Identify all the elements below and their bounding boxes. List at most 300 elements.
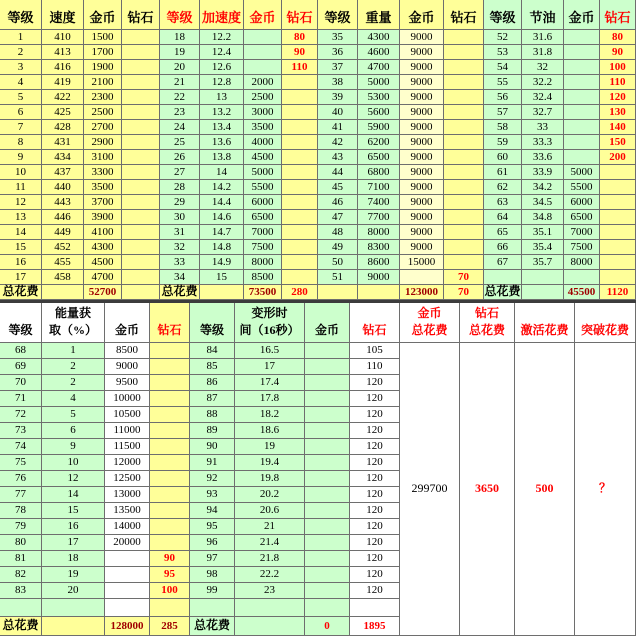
gold-cell: 8000	[564, 255, 600, 270]
level-cell: 50	[318, 255, 358, 270]
diamond-cell: 120	[350, 439, 400, 455]
gold-cell: 4000	[244, 135, 282, 150]
level-cell: 69	[0, 359, 42, 375]
fuel-saving-cell: 31.6	[522, 30, 564, 45]
gold-cell	[244, 45, 282, 60]
level-cell: 43	[318, 150, 358, 165]
level-cell: 72	[0, 407, 42, 423]
level-cell: 86	[190, 375, 235, 391]
gold-header: 金币	[244, 0, 282, 30]
diamond-cell	[122, 45, 160, 60]
level-cell: 56	[484, 90, 522, 105]
level-cell: 2	[0, 45, 42, 60]
gold-header: 金币	[564, 0, 600, 30]
gold-cell: 2100	[84, 75, 122, 90]
gold-cell	[564, 120, 600, 135]
gold-cell	[305, 439, 350, 455]
transform-time-header: 变形时 间（16秒）	[235, 303, 305, 343]
energy-gain-cell: 1	[42, 343, 105, 359]
diamond-total-value: 3650	[460, 343, 515, 636]
gold-cell: 8500	[244, 270, 282, 285]
level-cell: 41	[318, 120, 358, 135]
fuel-saving-header: 节油	[522, 0, 564, 30]
transform-time-cell: 18.2	[235, 407, 305, 423]
gold-cell	[305, 455, 350, 471]
level-cell: 49	[318, 240, 358, 255]
level-cell: 22	[160, 90, 200, 105]
level-cell: 99	[190, 583, 235, 599]
level-cell: 17	[0, 270, 42, 285]
weight-cell: 8600	[358, 255, 400, 270]
gold-cell	[305, 567, 350, 583]
diamond-cell	[444, 240, 484, 255]
diamond-cell	[122, 120, 160, 135]
acceleration-cell: 14.6	[200, 210, 244, 225]
level-cell: 74	[0, 439, 42, 455]
level-cell: 58	[484, 120, 522, 135]
level-cell: 24	[160, 120, 200, 135]
diamond-cell	[600, 180, 636, 195]
gold-cell: 7500	[244, 240, 282, 255]
gold-cell	[305, 391, 350, 407]
speed-cell: 410	[42, 30, 84, 45]
diamond-cell	[444, 75, 484, 90]
total-label: 总花费	[0, 617, 42, 636]
weight-header: 重量	[358, 0, 400, 30]
diamond-header: 钻石	[350, 303, 400, 343]
level-cell: 44	[318, 165, 358, 180]
diamond-header: 钻石	[282, 0, 318, 30]
level-cell: 14	[0, 225, 42, 240]
transform-time-cell: 21.4	[235, 535, 305, 551]
empty-cell	[235, 617, 305, 636]
level-cell: 83	[0, 583, 42, 599]
diamond-cell	[444, 180, 484, 195]
level-cell: 81	[0, 551, 42, 567]
transform-time-cell: 20.6	[235, 503, 305, 519]
fuel-saving-cell: 34.5	[522, 195, 564, 210]
gold-cell: 11500	[105, 439, 150, 455]
total-gold: 45500	[564, 285, 600, 300]
breakthrough-cost-value: ？	[575, 343, 636, 636]
weight-cell: 9000	[358, 270, 400, 285]
acceleration-cell: 13.8	[200, 150, 244, 165]
fuel-saving-cell: 33	[522, 120, 564, 135]
diamond-cell	[282, 135, 318, 150]
fuel-saving-cell: 34.2	[522, 180, 564, 195]
gold-cell: 12000	[105, 455, 150, 471]
diamond-cell	[122, 135, 160, 150]
diamond-cell	[150, 439, 190, 455]
total-diamond: 280	[282, 285, 318, 300]
diamond-cell	[122, 180, 160, 195]
level-cell: 88	[190, 407, 235, 423]
diamond-cell: 80	[600, 30, 636, 45]
level-cell: 16	[0, 255, 42, 270]
gold-cell: 9000	[400, 75, 444, 90]
energy-gain-cell: 6	[42, 423, 105, 439]
energy-gain-cell: 5	[42, 407, 105, 423]
acceleration-cell: 14.8	[200, 240, 244, 255]
level-header: 等级	[484, 0, 522, 30]
level-cell: 1	[0, 30, 42, 45]
diamond-header: 钻石	[444, 0, 484, 30]
acceleration-cell: 14.7	[200, 225, 244, 240]
diamond-cell	[122, 75, 160, 90]
gold-cell	[105, 583, 150, 599]
level-cell: 35	[318, 30, 358, 45]
breakthrough-cost-header: 突破花费	[575, 303, 636, 343]
gold-cell: 6500	[564, 210, 600, 225]
speed-cell: 449	[42, 225, 84, 240]
diamond-cell: 120	[350, 455, 400, 471]
gold-cell: 1700	[84, 45, 122, 60]
diamond-cell: 200	[600, 150, 636, 165]
energy-gain-header: 能量获 取（%）	[42, 303, 105, 343]
weight-cell: 7400	[358, 195, 400, 210]
diamond-cell	[282, 180, 318, 195]
diamond-header: 钻石	[122, 0, 160, 30]
level-cell: 29	[160, 195, 200, 210]
gold-cell	[244, 30, 282, 45]
empty-cell	[484, 270, 522, 285]
level-cell: 9	[0, 150, 42, 165]
total-diamond: 1120	[600, 285, 636, 300]
level-cell: 94	[190, 503, 235, 519]
gold-cell: 9000	[400, 45, 444, 60]
diamond-header: 钻石	[600, 0, 636, 30]
level-cell: 40	[318, 105, 358, 120]
weight-cell: 5900	[358, 120, 400, 135]
empty-cell	[564, 270, 600, 285]
diamond-cell	[122, 255, 160, 270]
diamond-cell: 95	[150, 567, 190, 583]
diamond-cell	[600, 195, 636, 210]
level-cell: 7	[0, 120, 42, 135]
diamond-cell	[600, 165, 636, 180]
diamond-cell: 140	[600, 120, 636, 135]
gold-cell: 9000	[400, 120, 444, 135]
level-cell: 60	[484, 150, 522, 165]
total-diamond: 70	[444, 285, 484, 300]
transform-time-cell: 20.2	[235, 487, 305, 503]
diamond-cell	[122, 225, 160, 240]
energy-gain-cell: 19	[42, 567, 105, 583]
diamond-cell: 100	[600, 60, 636, 75]
gold-header: 金币	[305, 303, 350, 343]
level-cell: 93	[190, 487, 235, 503]
gold-cell: 3900	[84, 210, 122, 225]
gold-cell: 8000	[244, 255, 282, 270]
diamond-cell	[444, 105, 484, 120]
diamond-cell: 110	[350, 359, 400, 375]
level-cell: 30	[160, 210, 200, 225]
diamond-cell	[444, 135, 484, 150]
gold-cell: 10500	[105, 407, 150, 423]
acceleration-cell: 13.6	[200, 135, 244, 150]
empty-cell	[600, 270, 636, 285]
gold-cell: 2900	[84, 135, 122, 150]
diamond-cell: 80	[282, 30, 318, 45]
level-cell: 57	[484, 105, 522, 120]
speed-cell: 428	[42, 120, 84, 135]
transform-time-cell: 19	[235, 439, 305, 455]
level-cell: 52	[484, 30, 522, 45]
gold-cell	[305, 535, 350, 551]
diamond-cell	[444, 90, 484, 105]
gold-cell: 3700	[84, 195, 122, 210]
gold-cell	[564, 105, 600, 120]
acceleration-cell: 14.4	[200, 195, 244, 210]
weight-cell: 4700	[358, 60, 400, 75]
level-cell: 84	[190, 343, 235, 359]
transform-time-cell: 19.8	[235, 471, 305, 487]
gold-cell	[305, 407, 350, 423]
gold-cell	[400, 270, 444, 285]
diamond-cell: 120	[350, 375, 400, 391]
level-cell: 87	[190, 391, 235, 407]
empty-cell	[522, 270, 564, 285]
energy-gain-cell: 18	[42, 551, 105, 567]
level-cell: 46	[318, 195, 358, 210]
level-cell: 15	[0, 240, 42, 255]
empty-cell	[150, 599, 190, 617]
diamond-cell	[122, 60, 160, 75]
fuel-saving-upgrade-table	[484, 0, 636, 300]
transform-time-cell: 21	[235, 519, 305, 535]
diamond-cell: 120	[350, 583, 400, 599]
diamond-cell	[150, 343, 190, 359]
gold-cell: 13500	[105, 503, 150, 519]
level-header: 等级	[190, 303, 235, 343]
weight-cell: 7700	[358, 210, 400, 225]
gold-cell: 2500	[84, 105, 122, 120]
transform-time-cell: 22.2	[235, 567, 305, 583]
weight-cell: 6800	[358, 165, 400, 180]
gold-cell: 7000	[564, 225, 600, 240]
gold-cell: 9000	[400, 225, 444, 240]
gold-cell: 3500	[244, 120, 282, 135]
level-cell: 28	[160, 180, 200, 195]
empty-cell	[42, 617, 105, 636]
gold-cell: 9000	[400, 135, 444, 150]
energy-gain-cell: 2	[42, 359, 105, 375]
weight-cell: 4300	[358, 30, 400, 45]
energy-gain-cell: 17	[42, 535, 105, 551]
diamond-cell	[444, 150, 484, 165]
weight-cell: 8000	[358, 225, 400, 240]
diamond-cell	[444, 210, 484, 225]
level-cell: 4	[0, 75, 42, 90]
level-cell: 45	[318, 180, 358, 195]
weight-cell: 6200	[358, 135, 400, 150]
speed-cell: 446	[42, 210, 84, 225]
weight-cell: 7100	[358, 180, 400, 195]
gold-cell	[305, 471, 350, 487]
acceleration-cell: 13	[200, 90, 244, 105]
gold-cell: 9000	[400, 105, 444, 120]
empty-cell	[190, 599, 235, 617]
level-cell: 91	[190, 455, 235, 471]
empty-cell	[42, 599, 105, 617]
level-cell: 25	[160, 135, 200, 150]
level-cell: 80	[0, 535, 42, 551]
diamond-cell	[282, 150, 318, 165]
level-cell: 68	[0, 343, 42, 359]
speed-cell: 458	[42, 270, 84, 285]
level-cell: 78	[0, 503, 42, 519]
gold-cell: 5500	[564, 180, 600, 195]
diamond-cell	[150, 487, 190, 503]
transform-time-cell: 17.8	[235, 391, 305, 407]
level-cell: 27	[160, 165, 200, 180]
weight-cell: 5300	[358, 90, 400, 105]
activation-cost-header: 激活花费	[515, 303, 575, 343]
diamond-header: 钻石	[150, 303, 190, 343]
level-cell: 70	[0, 375, 42, 391]
weight-upgrade-table	[318, 0, 484, 300]
level-cell: 59	[484, 135, 522, 150]
level-header: 等级	[318, 0, 358, 30]
level-header: 等级	[0, 0, 42, 30]
empty-cell	[42, 285, 84, 300]
level-cell: 23	[160, 105, 200, 120]
gold-cell: 9000	[105, 359, 150, 375]
speed-cell: 413	[42, 45, 84, 60]
diamond-cell	[282, 75, 318, 90]
diamond-cell: 120	[350, 551, 400, 567]
level-cell: 61	[484, 165, 522, 180]
speed-cell: 431	[42, 135, 84, 150]
diamond-cell: 90	[600, 45, 636, 60]
diamond-cell: 150	[600, 135, 636, 150]
level-cell: 64	[484, 210, 522, 225]
level-cell: 21	[160, 75, 200, 90]
diamond-cell: 120	[600, 90, 636, 105]
weight-cell: 5000	[358, 75, 400, 90]
energy-gain-cell: 12	[42, 471, 105, 487]
diamond-cell	[150, 407, 190, 423]
activation-cost-value: 500	[515, 343, 575, 636]
transform-time-cell: 21.8	[235, 551, 305, 567]
level-cell: 32	[160, 240, 200, 255]
speed-cell: 437	[42, 165, 84, 180]
transform-time-cell: 17.4	[235, 375, 305, 391]
diamond-cell	[282, 255, 318, 270]
transform-time-cell: 18.6	[235, 423, 305, 439]
gold-cell	[244, 60, 282, 75]
empty-cell	[350, 599, 400, 617]
diamond-cell	[600, 225, 636, 240]
gold-cell: 1500	[84, 30, 122, 45]
fuel-saving-cell: 35.7	[522, 255, 564, 270]
acceleration-cell: 12.8	[200, 75, 244, 90]
level-cell: 34	[160, 270, 200, 285]
diamond-cell: 120	[350, 519, 400, 535]
fuel-saving-cell: 32.4	[522, 90, 564, 105]
level-cell: 42	[318, 135, 358, 150]
empty-cell	[200, 285, 244, 300]
gold-cell: 7500	[564, 240, 600, 255]
acceleration-cell: 14.9	[200, 255, 244, 270]
gold-cell: 8500	[105, 343, 150, 359]
gold-cell: 7000	[244, 225, 282, 240]
speed-cell: 419	[42, 75, 84, 90]
total-gold: 73500	[244, 285, 282, 300]
diamond-cell	[122, 210, 160, 225]
diamond-cell	[150, 503, 190, 519]
fuel-saving-cell: 31.8	[522, 45, 564, 60]
diamond-cell: 120	[350, 423, 400, 439]
acceleration-cell: 15	[200, 270, 244, 285]
gold-cell	[305, 583, 350, 599]
empty-cell	[522, 285, 564, 300]
total-diamond	[122, 285, 160, 300]
diamond-cell	[122, 150, 160, 165]
speed-cell: 425	[42, 105, 84, 120]
acceleration-upgrade-table	[160, 0, 318, 300]
transform-time-cell: 19.4	[235, 455, 305, 471]
gold-cell: 2700	[84, 120, 122, 135]
gold-cell: 5000	[564, 165, 600, 180]
level-cell: 90	[190, 439, 235, 455]
weight-cell: 6500	[358, 150, 400, 165]
level-cell: 71	[0, 391, 42, 407]
gold-cell	[305, 375, 350, 391]
empty-cell	[305, 599, 350, 617]
gold-cell	[105, 567, 150, 583]
diamond-cell	[150, 359, 190, 375]
level-cell: 8	[0, 135, 42, 150]
diamond-cell: 120	[350, 391, 400, 407]
level-cell: 31	[160, 225, 200, 240]
total-label	[318, 285, 358, 300]
fuel-saving-cell: 33.6	[522, 150, 564, 165]
diamond-cell: 90	[282, 45, 318, 60]
energy-gain-cell: 10	[42, 455, 105, 471]
gold-cell: 1900	[84, 60, 122, 75]
level-cell: 33	[160, 255, 200, 270]
energy-gain-cell: 9	[42, 439, 105, 455]
energy-gain-cell: 14	[42, 487, 105, 503]
gold-cell: 9500	[105, 375, 150, 391]
gold-cell	[564, 150, 600, 165]
level-cell: 92	[190, 471, 235, 487]
gold-cell: 9000	[400, 150, 444, 165]
gold-cell: 5500	[244, 180, 282, 195]
acceleration-cell: 13.2	[200, 105, 244, 120]
total-gold: 123000	[400, 285, 444, 300]
fuel-saving-cell: 35.4	[522, 240, 564, 255]
gold-cell	[305, 487, 350, 503]
gold-cell: 20000	[105, 535, 150, 551]
weight-cell: 4600	[358, 45, 400, 60]
diamond-cell	[122, 105, 160, 120]
level-cell: 51	[318, 270, 358, 285]
energy-gain-upgrade-table	[0, 303, 190, 636]
energy-gain-cell: 4	[42, 391, 105, 407]
level-cell: 65	[484, 225, 522, 240]
gold-cell: 12500	[105, 471, 150, 487]
gold-cell: 14000	[105, 519, 150, 535]
diamond-cell	[150, 391, 190, 407]
speed-cell: 440	[42, 180, 84, 195]
diamond-cell	[444, 165, 484, 180]
level-cell: 77	[0, 487, 42, 503]
energy-gain-cell: 2	[42, 375, 105, 391]
diamond-cell	[444, 60, 484, 75]
gold-cell	[305, 359, 350, 375]
